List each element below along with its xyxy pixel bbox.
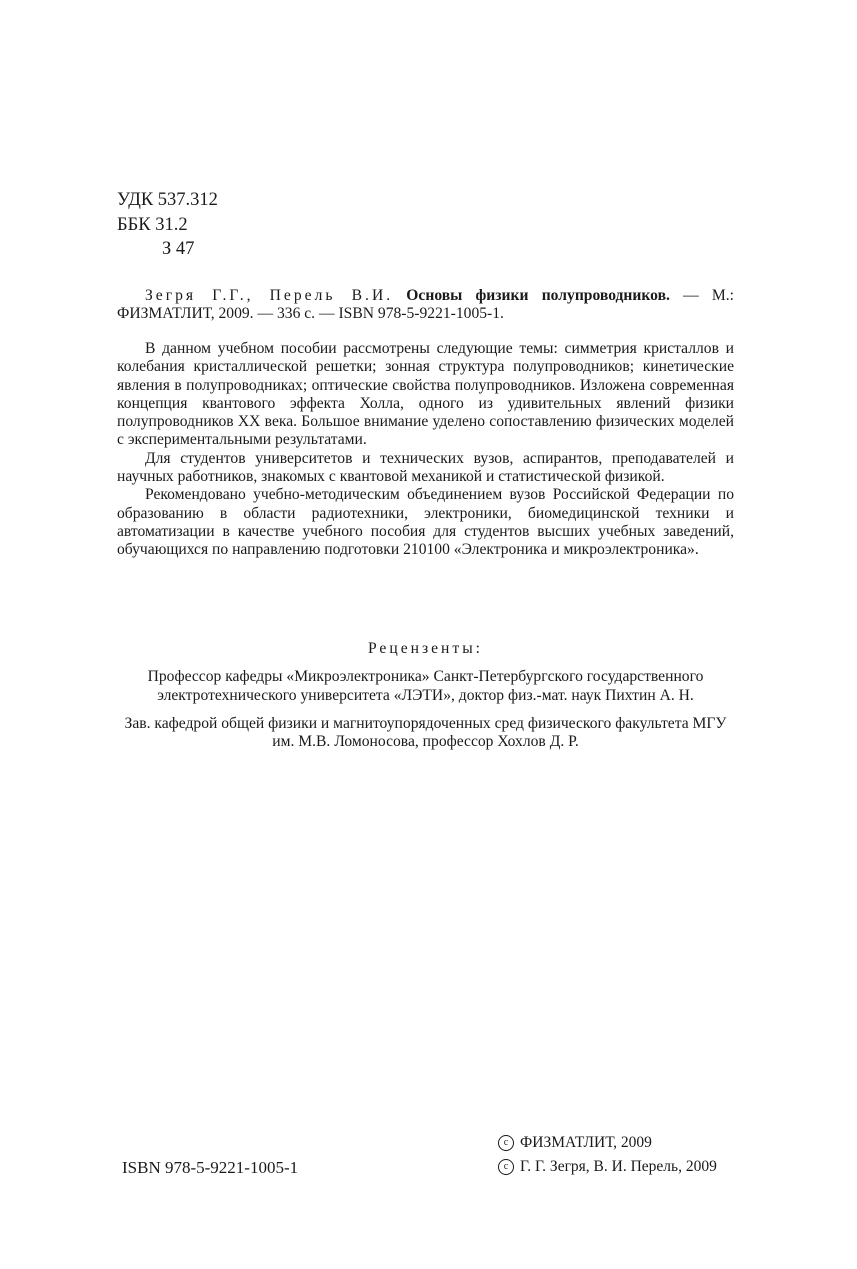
udk-code: УДК 537.312 [117,190,218,210]
annotation-paragraph-2: Для студентов университетов и технических вузов, аспирантов, преподавателей и научных работников, знакомых с квантовой механикой и статистической физикой. [117,449,734,486]
footer-isbn: ISBN 978-5-9221-1005-1 [122,1158,299,1177]
copyright-icon: c [498,1135,514,1151]
copyright-authors-text: Г. Г. Зегря, В. И. Перель, 2009 [520,1158,717,1175]
imprint: М.: ФИЗМАТЛИТ, 2009. — 336 с. — ISBN 978-5-9221-1005-1. [117,287,734,323]
copyright-authors [498,1158,717,1176]
book-title: Основы физики полупроводников. [406,287,670,304]
reviewers-title: Рецензенты: [367,640,484,657]
title-dash: — [669,287,699,304]
copyright-publisher [498,1134,652,1152]
copyright-publisher-text: ФИЗМАТЛИТ, 2009 [520,1134,652,1151]
reviewers-section [117,640,734,761]
annotation-paragraph-1: В данном учебном пособии рассмотрены следующие темы: симметрия кристаллов и колебания кристаллической решетки; зонная структура полупроводников; кинетические явления в полупроводниках; оптические свойства полупроводников. Изложена современная концепция квантового эффекта Холла, одного из удивительных явлений физики полупроводников XX века. Большое внимание уделено сопоставлению физических моделей с экспериментальными результатами. [117,340,734,449]
annotation-paragraph-3: Рекомендовано учебно-методическим объединением вузов Российской Федерации по образованию в области радиотехники, электроники, биомедицинской техники и автоматизации в качестве учебного пособия для студентов высших учебных заведений, обучающихся по направлению подготовки 210100 «Электроника и микроэлектроника». [117,486,734,559]
reviewer-1: Профессор кафедры «Микроэлектроника» Санкт-Петербургского государственного электротехнического университета «ЛЭТИ», доктор физ.-мат. наук Пихтин А. Н. [147,668,704,704]
bbk-code: ББК 31.2 [117,214,188,235]
reviewer-2: Зав. кафедрой общей физики и магнитоупорядоченных сред физического факультета МГУ им. М.В. Ломоносова, профессор Хохлов Д. Р. [124,714,727,751]
author-mark: З 47 [162,239,195,259]
authors: Зегря Г.Г., Перель В.И. [145,287,394,304]
annotation [117,340,734,560]
bibliographic-record [117,287,734,324]
copyright-icon: c [498,1159,514,1175]
classification-codes [117,188,218,262]
